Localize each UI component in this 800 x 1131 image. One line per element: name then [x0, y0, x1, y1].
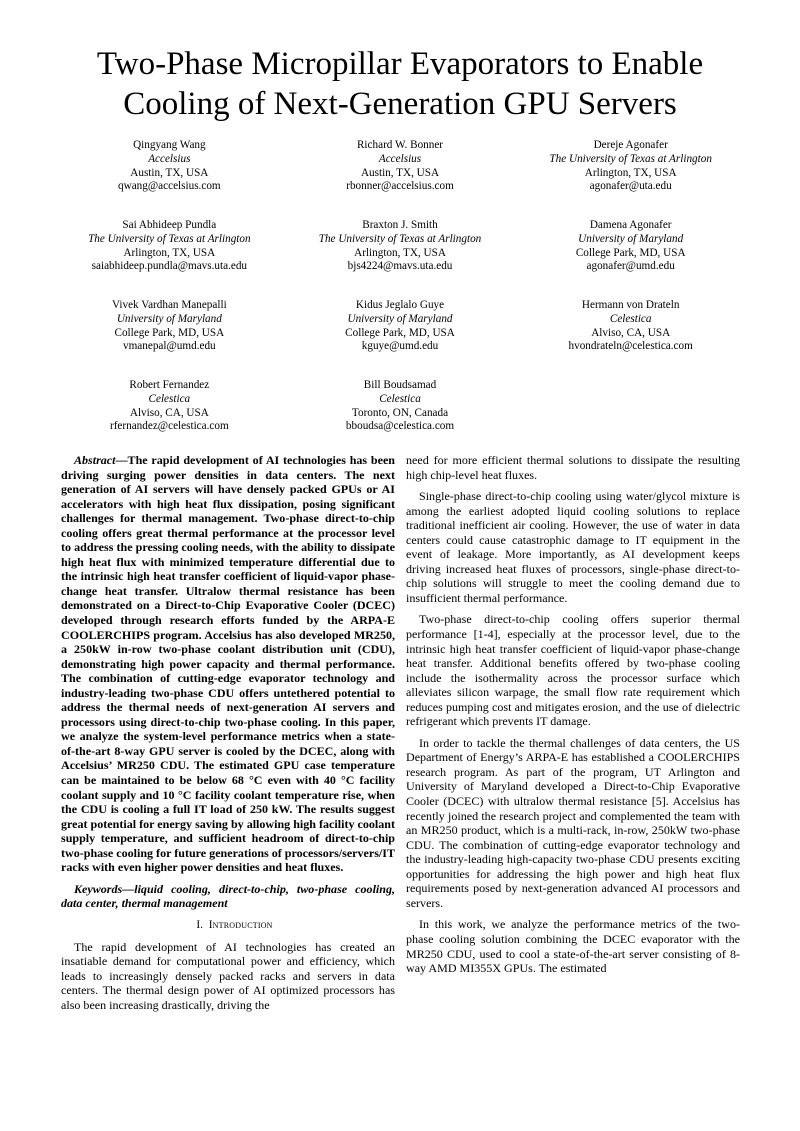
right-column	[406, 453, 740, 983]
body-paragraph: need for more efficient thermal solutions to dissipate the resulting high chip-level heat fluxes.	[406, 453, 740, 482]
author-affiliation: The University of Texas at Arlington	[318, 232, 482, 245]
body-paragraph: In this work, we analyze the performance metrics of the two-phase cooling solution combining the DCEC evaporator with the MR250 CDU, used to cool a state-of-the-art server consisting of 8-way AMD MI355X GPUs. The estimated	[406, 917, 740, 976]
author-card	[515, 139, 746, 219]
author-name: Vivek Vardhan Manepalli	[111, 299, 227, 311]
keywords: Keywords—liquid cooling, direct-to-chip, two-phase cooling, data center, thermal management	[61, 881, 395, 911]
author-email: saiabhideep.pundla@mavs.uta.edu	[91, 260, 248, 273]
author-email: bboudsa@celestica.com	[345, 420, 455, 433]
author-email: agonafer@umd.edu	[586, 260, 675, 273]
author-affiliation: Celestica	[148, 392, 191, 405]
section-title: Introduction	[208, 918, 273, 931]
author-location: Austin, TX, USA	[360, 166, 440, 179]
author-name: Damena Agonafer	[589, 219, 672, 231]
author-location: Alviso, CA, USA	[129, 406, 209, 419]
author-location: College Park, MD, USA	[575, 246, 686, 259]
author-name: Richard W. Bonner	[356, 139, 444, 151]
body-paragraph: In order to tackle the thermal challenges of data centers, the US Department of Energy’s ARPA-E has established a COOLERCHIPS research program. As part of the program, UT Arlington and University of Maryland developed a Direct-to-Chip Evaporative Cooler (DCEC) with ultralow thermal resistance [5]. Accelsius has recently joined the research project and complemented the team with an MR250 product, which is a multi-rack, in-row, 250kW two-phase CDU. The combination of cutting-edge evaporator technology and the industry-leading high-capacity two-phase CDU presents exciting opportunities for addressing the high power and high heat flux requirements posed by next-generation advanced AI processors and servers.	[406, 735, 740, 910]
author-affiliation: The University of Texas at Arlington	[88, 232, 251, 245]
author-card	[285, 299, 516, 379]
author-name: Dereje Agonafer	[593, 139, 668, 151]
abstract-label: Abstract	[74, 453, 116, 467]
author-location: College Park, MD, USA	[345, 326, 455, 339]
author-card	[285, 139, 516, 219]
author-location: Arlington, TX, USA	[584, 166, 677, 179]
author-card	[515, 299, 746, 379]
author-affiliation: The University of Texas at Arlington	[549, 152, 712, 165]
author-row	[54, 139, 746, 219]
author-card	[54, 139, 285, 219]
author-card	[54, 299, 285, 379]
author-email: bjs4224@mavs.uta.edu	[347, 260, 453, 273]
author-card	[285, 219, 516, 299]
author-email: qwang@accelsius.com	[118, 180, 221, 193]
author-email: kguye@umd.edu	[361, 340, 439, 353]
author-affiliation: Accelsius	[148, 152, 191, 165]
author-location: Arlington, TX, USA	[354, 246, 446, 259]
paper-title	[60, 44, 740, 124]
author-name: Robert Fernandez	[129, 379, 210, 391]
author-row	[54, 299, 746, 379]
author-location: Alviso, CA, USA	[591, 326, 671, 339]
author-name: Braxton J. Smith	[362, 219, 438, 231]
author-location: College Park, MD, USA	[114, 326, 225, 339]
author-location: Austin, TX, USA	[130, 166, 209, 179]
author-affiliation: University of Maryland	[347, 312, 453, 325]
title-line-1: Two-Phase Micropillar Evaporators to Enable	[96, 46, 704, 82]
left-column	[61, 453, 395, 1019]
author-email: rfernandez@celestica.com	[109, 420, 229, 433]
author-name: Kidus Jeglalo Guye	[355, 299, 445, 311]
author-email: agonafer@uta.edu	[589, 180, 672, 193]
author-location: Arlington, TX, USA	[123, 246, 216, 259]
author-name: Hermann von Drateln	[581, 299, 680, 311]
author-card	[515, 219, 746, 299]
body-paragraph: Single-phase direct-to-chip cooling using water/glycol mixture is among the earliest adopted liquid cooling solutions to replace traditional inefficient air cooling. However, the use of water in data centers could cause catastrophic damage to IT equipment in the event of leakage. More importantly, as AI development keeps driving increased heat fluxes of processors, single-phase direct-to-chip solutions will struggle to meet the cooling demand due to insufficient thermal performance.	[406, 489, 740, 605]
abstract	[61, 453, 395, 875]
author-row	[54, 379, 746, 459]
author-row	[54, 219, 746, 299]
author-email: rbonner@accelsius.com	[346, 180, 454, 193]
author-affiliation: Celestica	[609, 312, 652, 325]
body-paragraph: Two-phase direct-to-chip cooling offers superior thermal performance [1-4], especially at the processor level, due to the intrinsic high heat transfer coefficient of liquid-vapor phase-change heat transfer. Additional benefits offered by two-phase cooling include the isothermality across the processor surface which alleviates silicon warpage, the small flow rate requirement which reduces pumping cost and mitigates erosion, and the use of dielectric refrigerant which prevents IT damage.	[406, 612, 740, 729]
title-line-2: Cooling of Next-Generation GPU Servers	[123, 86, 677, 122]
author-card-empty	[515, 379, 746, 459]
author-block	[54, 139, 746, 459]
author-name: Bill Boudsamad	[363, 379, 437, 391]
author-email: vmanepal@umd.edu	[123, 340, 216, 353]
author-location: Toronto, ON, Canada	[351, 406, 449, 419]
author-affiliation: Celestica	[379, 392, 421, 405]
author-name: Qingyang Wang	[133, 139, 206, 151]
author-affiliation: Accelsius	[378, 152, 422, 165]
section-heading	[61, 918, 395, 933]
author-card	[54, 219, 285, 299]
author-name: Sai Abhideep Pundla	[122, 219, 217, 231]
abstract-text: —The rapid development of AI technologies has been driving surging power densities in data centers. The next generation of AI servers will have densely packed GPUs or AI accelerators with high heat flux dissipation, posing significant challenges for thermal management. Two-phase direct-to-chip cooling offers great thermal performance at the processor level to address the pressing cooling needs, with the ability to dissipate high heat flux with minimized temperature differential due to the intrinsic high heat transfer coefficient of liquid-vapor phase-change heat transfer. Ultralow thermal resistance has been demonstrated on a Direct-to-Chip Evaporative Cooler (DCEC) developed through research efforts funded by the ARPA-E COOLERCHIPS program. Accelsius has also developed MR250, a 250kW in-row two-phase coolant distribution unit (CDU), demonstrating high power capacity and thermal performance. The combination of cutting-edge evaporator technology and industry-leading two-phase CDU offers untethered potential to address the thermal needs of next-generation AI servers and processors using direct-to-chip two-phase cooling. In this paper, we analyze the system-level performance metrics when a state-of-the-art 8-way GPU server is cooled by the DCEC, along with Accelsius’ MR250 CDU. The estimated GPU case temperature can be maintained to be below 68 °C even with 40 °C facility coolant supply and 10 °C facility coolant temperature rise, when the CDU is cooling a full IT load of 250 kW. The results suggest great potential for energy saving by allowing high facility coolant supply temperature, and sufficient headroom of direct-to-chip two-phase cooling for future generations of processors/servers/IT racks with even higher power densities and heat fluxes.	[61, 453, 395, 875]
author-affiliation: University of Maryland	[116, 312, 222, 325]
author-email: hvondrateln@celestica.com	[568, 340, 693, 353]
author-affiliation: University of Maryland	[578, 232, 684, 245]
intro-paragraph: The rapid development of AI technologies has created an insatiable demand for computational power and efficiency, which leads to increasingly densely packed racks and servers in data centers. The thermal design power of AI optimized processors has also been increasing drastically, driving the	[61, 939, 395, 1012]
author-card	[285, 379, 516, 459]
section-number: I.	[196, 918, 203, 931]
author-card	[54, 379, 285, 459]
